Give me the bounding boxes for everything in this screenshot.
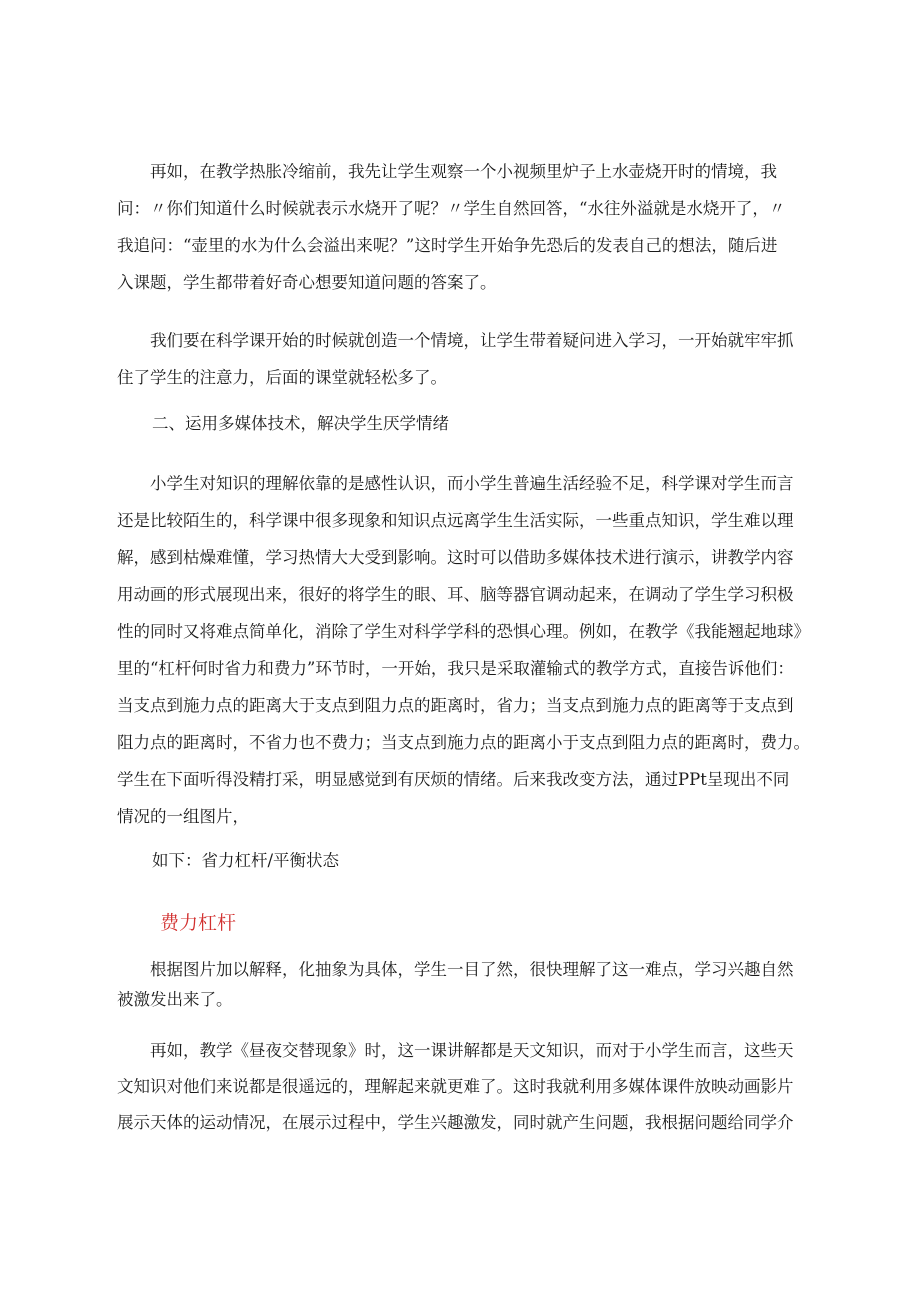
paragraph-line: 小学生对知识的理解依靠的是感性认识，而小学生普遍生活经验不足，科学课对学生而言 (117, 474, 794, 493)
paragraph-boiling-water-example (117, 153, 817, 301)
paragraph-image-explanation (117, 955, 817, 1015)
paragraph-line: 再如，教学《昼夜交替现象》时，这一课讲解都是天文知识，而对于小学生而言，这些天 (117, 1041, 794, 1060)
paragraph-line: 情况的一组图片， (117, 807, 249, 826)
paragraph-day-night-example (117, 1033, 817, 1141)
paragraph-line: 性的同时又将难点简单化，消除了学生对科学学科的恐惧心理。例如，在教学《我能翘起地球》 (117, 622, 810, 641)
caption-text: 如下：省力杠杆/平衡状态 (152, 851, 340, 870)
paragraph-line: 我们要在科学课开始的时候就创造一个情境，让学生带着疑问进入学习，一开始就牢牢抓 (117, 331, 794, 350)
paragraph-line: 里的“杠杆何时省力和费力”环节时，一开始，我只是采取灌输式的教学方式，直接告诉他们： (117, 659, 794, 678)
section-heading-multimedia (152, 409, 852, 439)
paragraph-line: 我追问：“壶里的水为什么会溢出来呢？”这时学生开始争先恐后的发表自己的想法，随后进 (117, 236, 778, 255)
paragraph-multimedia-lever-example (117, 465, 817, 835)
paragraph-line: 展示天体的运动情况，在展示过程中，学生兴趣激发，同时就产生问题，我根据问题给同学介 (117, 1113, 794, 1132)
paragraph-line: 文知识对他们来说都是很遥远的，理解起来就更难了。这时我就利用多媒体课件放映动画影片 (117, 1077, 794, 1096)
section-heading-text: 二、运用多媒体技术，解决学生厌学情绪 (152, 414, 449, 433)
paragraph-line: 入课题，学生都带着好奇心想要知道问题的答案了。 (117, 273, 497, 292)
paragraph-line: 阻力点的距离时，不省力也不费力；当支点到施力点的距离小于支点到阻力点的距离时，费力。 (117, 733, 810, 752)
paragraph-line: 还是比较陌生的，科学课中很多现象和知识点远离学生生活实际，一些重点知识，学生难以理 (117, 511, 794, 530)
paragraph-line: 学生在下面听得没精打采，明显感觉到有厌烦的情绪。后来我改变方法，通过PPt呈现出不同 (117, 770, 790, 789)
figure-caption-labor-saving-lever (152, 846, 852, 876)
paragraph-line: 根据图片加以解释，化抽象为具体，学生一目了然，很快理解了这一难点，学习兴趣自然 (117, 960, 794, 979)
paragraph-line: 用动画的形式展现出来，很好的将学生的眼、耳、脑等器官调动起来，在调动了学生学习积极 (117, 585, 794, 604)
paragraph-line: 再如，在教学热胀冷缩前，我先让学生观察一个小视频里炉子上水壶烧开时的情境，我 (117, 162, 777, 181)
paragraph-line: 解，感到枯燥难懂，学习热情大大受到影响。这时可以借助多媒体技术进行演示，讲教学内容 (117, 548, 794, 567)
figure-label-effort-lever: 费力杠杆 (160, 912, 237, 934)
paragraph-create-situation (117, 322, 817, 396)
paragraph-line: 被激发出来了。 (117, 990, 233, 1009)
paragraph-line: 当支点到施力点的距离大于支点到阻力点的距离时，省力；当支点到施力点的距离等于支点到 (117, 696, 794, 715)
paragraph-line: 住了学生的注意力，后面的课堂就轻松多了。 (117, 368, 447, 387)
paragraph-line: 问：〃你们知道什么时候就表示水烧开了呢？〃学生自然回答，“水往外溢就是水烧开了，〃 (117, 199, 786, 218)
